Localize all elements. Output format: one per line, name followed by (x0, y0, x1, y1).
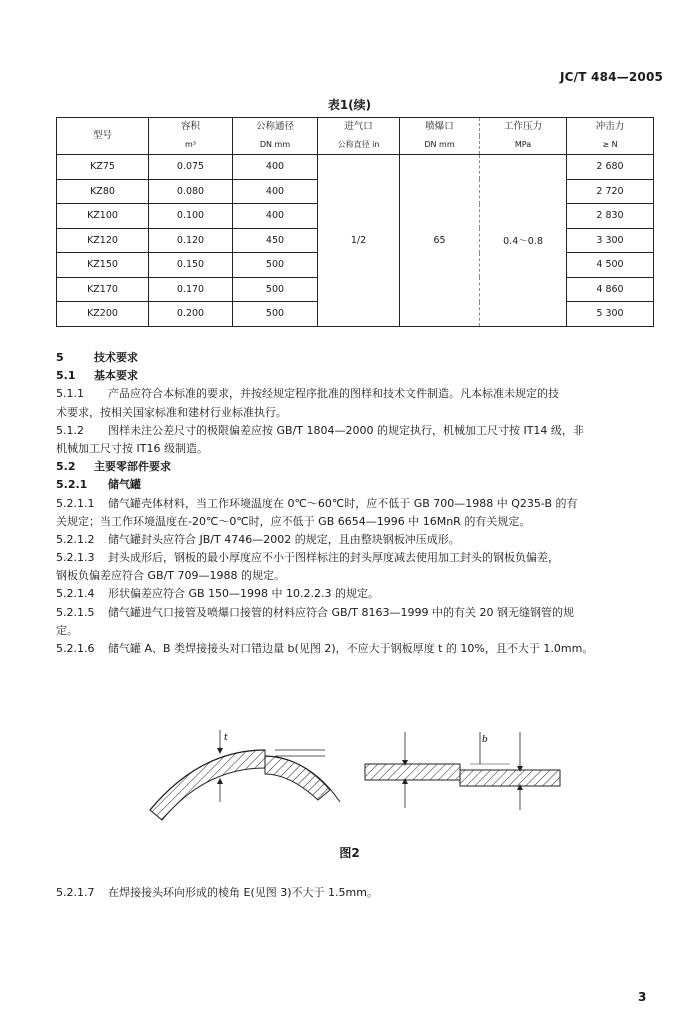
cell-model: KZ75 (57, 155, 149, 180)
spec-table (56, 117, 654, 327)
cell-inlet-merged: 1/2 (318, 155, 400, 327)
cell-dn: 500 (233, 302, 318, 327)
flat-plate-joint (365, 732, 560, 810)
clause-5-2-1-6: 5.2.1.6 储气罐 A、B 类焊接接头对口错边量 b(见图 2)，不应大于钢板厚度 t 的 10%，且不大于 1.0mm。 (56, 642, 594, 655)
cell-impact: 4 860 (567, 277, 654, 302)
clause-5-1-1: 5.1.1 产品应符合本标准的要求，并按经规定程序批准的图样和技术文件制造。凡本标准未规定的技 (56, 387, 559, 401)
clause-5-2-1-5: 5.2.1.5 储气罐进气口接管及喷爆口接管的材料应符合 GB/T 8163—1999 中的有关 20 钢无缝钢管的规 (56, 605, 574, 619)
unit-impact: ≥ N (567, 136, 654, 155)
clause-5-2-1-4: 5.2.1.4 形状偏差应符合 GB 150—1998 中 10.2.2.3 的规定。 (56, 587, 380, 601)
cell-model: KZ170 (57, 277, 149, 302)
clause-5-2-1-5-cont: 定。 (56, 623, 78, 637)
unit-inlet: 公称直径 in (318, 136, 400, 155)
cell-model: KZ150 (57, 253, 149, 278)
table-title: 表1(续) (327, 98, 372, 112)
unit-dn: DN mm (233, 136, 318, 155)
standard-code: JC/T 484—2005 (560, 70, 664, 84)
cell-dn: 400 (233, 179, 318, 204)
cell-dn: 400 (233, 155, 318, 180)
clause-5-1-2: 5.1.2 图样未注公差尺寸的极限偏差应按 GB/T 1804—2000 的规定执行，机械加工尺寸按 IT14 级，非 (56, 423, 584, 437)
cell-volume: 0.100 (149, 204, 233, 229)
cell-model: KZ200 (57, 302, 149, 327)
unit-volume: m³ (149, 136, 233, 155)
header-model: 型号 (57, 118, 149, 155)
cell-impact: 2 720 (567, 179, 654, 204)
cell-volume: 0.080 (149, 179, 233, 204)
header-inlet: 进气口 (318, 118, 400, 137)
cell-nozzle-merged: 65 (400, 155, 480, 327)
curved-plate-joint (150, 730, 340, 820)
page-number: 3 (638, 990, 647, 1004)
table-header-row (57, 118, 654, 137)
clause-5-2-1-1-cont: 关规定；当工作环境温度在-20℃～0℃时，应不低于 GB 6654—1996 中 16MnR 的有关规定。 (56, 514, 531, 528)
cell-model: KZ80 (57, 179, 149, 204)
cell-dn: 400 (233, 204, 318, 229)
section-5-1-heading: 5.1 基本要求 (56, 369, 138, 383)
svg-text:b: b (482, 735, 488, 745)
clause-5-2-1-2: 5.2.1.2 储气罐封头应符合 JB/T 4746—2002 的规定，且由整块钢板冲压成形。 (56, 532, 460, 546)
header-volume: 容积 (149, 118, 233, 137)
section-5-2-heading: 5.2 主要零部件要求 (56, 460, 171, 474)
unit-nozzle: DN mm (400, 136, 480, 155)
cell-volume: 0.200 (149, 302, 233, 327)
clause-5-2-1-3: 5.2.1.3 封头成形后，钢板的最小厚度应不小于图样标注的封头厚度减去使用加工封头的钢板负偏差， (56, 551, 559, 565)
cell-dn: 500 (233, 253, 318, 278)
section-5-2-1-heading: 5.2.1 储气罐 (56, 478, 141, 492)
section-5-heading: 5 技术要求 (56, 351, 138, 364)
figure-caption: 图2 (339, 846, 360, 860)
cell-impact: 4 500 (567, 253, 654, 278)
cell-volume: 0.075 (149, 155, 233, 180)
clause-5-2-1-3-cont: 钢板负偏差应符合 GB/T 709—1988 的规定。 (56, 569, 285, 583)
cell-model: KZ100 (57, 204, 149, 229)
cell-impact: 2 830 (567, 204, 654, 229)
unit-pressure: MPa (480, 136, 567, 155)
cell-volume: 0.150 (149, 253, 233, 278)
cell-model: KZ120 (57, 228, 149, 253)
clause-5-2-1-1: 5.2.1.1 储气罐壳体材料，当工作环境温度在 0℃～60℃时，应不低于 GB 700—1988 中 Q235-B 的有 (56, 496, 578, 510)
clause-5-1-1-cont: 术要求，按相关国家标准和建材行业标准执行。 (56, 405, 287, 419)
document-body (56, 349, 653, 658)
clause-5-1-2-cont: 机械加工尺寸按 IT16 级制造。 (56, 441, 208, 455)
cell-volume: 0.120 (149, 228, 233, 253)
header-dn: 公称通径 (233, 118, 318, 137)
cell-impact: 5 300 (567, 302, 654, 327)
cell-dn: 450 (233, 228, 318, 253)
figure-2-weld-misalignment (140, 730, 580, 830)
header-nozzle: 喷爆口 (400, 118, 480, 137)
header-pressure: 工作压力 (480, 118, 567, 137)
cell-volume: 0.170 (149, 277, 233, 302)
cell-dn: 500 (233, 277, 318, 302)
cell-impact: 3 300 (567, 228, 654, 253)
table-row (57, 155, 654, 180)
header-impact: 冲击力 (567, 118, 654, 137)
cell-pressure-merged: 0.4～0.8 (480, 155, 567, 327)
clause-5-2-1-7: 5.2.1.7 在焊接接头环向形成的棱角 E(见图 3)不大于 1.5mm。 (56, 886, 378, 899)
cell-impact: 2 680 (567, 155, 654, 180)
svg-text:t: t (224, 733, 228, 743)
